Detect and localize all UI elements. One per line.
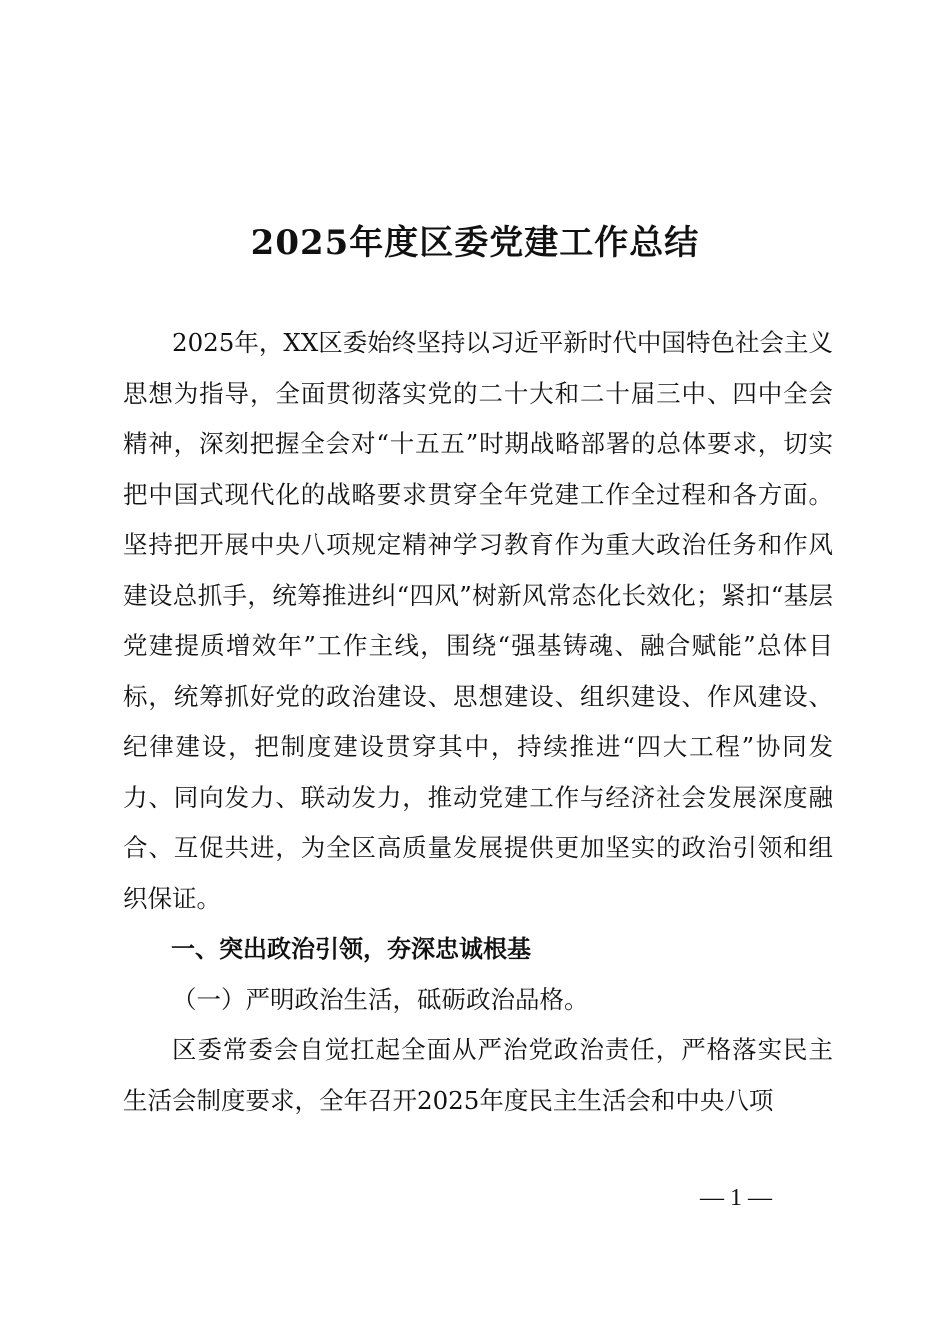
document-title: 2025年度区委党建工作总结 [250,223,700,263]
section-heading: 一、突出政治引领，夯深忠诚根基 [171,935,531,963]
document-body [123,318,833,1126]
intro-paragraph: 2025年，XX区委始终坚持以习近平新时代中国特色社会主义思想为指导，全面贯彻落实党的二十大和二十届三中、四中全会精神，深刻把握全会对“十五五”时期战略部署的总体要求，切实把中国式现代化的战略要求贯穿全年党建工作全过程和各方面。坚持把开展中央八项规定精神学习教育作为重大政治任务和作风建设总抓手，统筹推进纠“四风”树新风常态化长效化；紧扣“基层党建提质增效年”工作主线，围绕“强基铸魂、融合赋能”总体目标，统筹抓好党的政治建设、思想建设、组织建设、作风建设、纪律建设，把制度建设贯穿其中，持续推进“四大工程”协同发力、同向发力、联动发力，推动党建工作与经济社会发展深度融合、互促共进，为全区高质量发展提供更加坚实的政治引领和组织保证。 [123,328,833,913]
subsection-paragraph: 区委常委会自觉扛起全面从严治党政治责任，严格落实民主生活会制度要求，全年召开2025年度民主生活会和中央八项 [123,1035,833,1115]
subsection-heading: （一）严明政治生活，砥砺政治品格。 [172,984,589,1014]
page-number: — 1 — [700,1185,772,1211]
